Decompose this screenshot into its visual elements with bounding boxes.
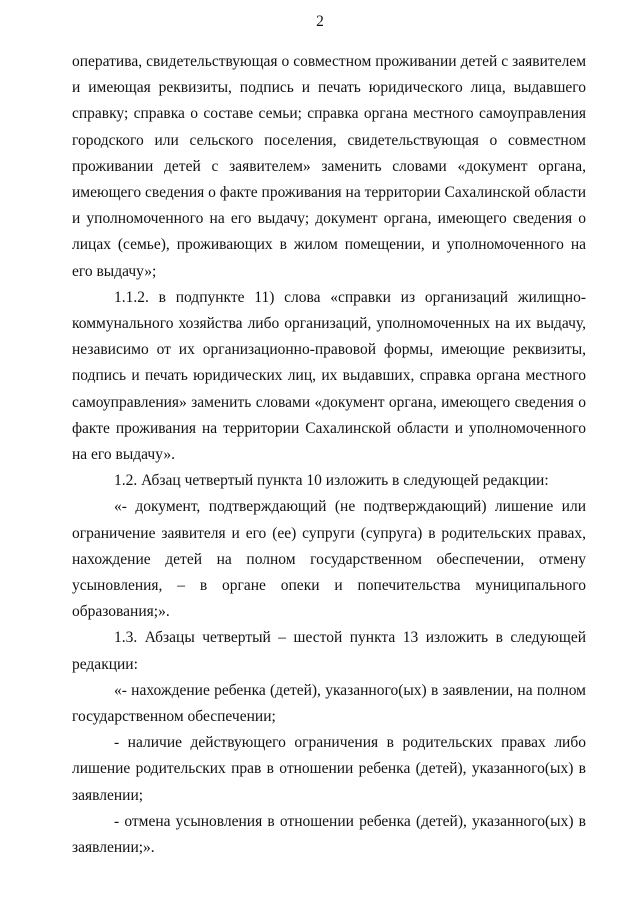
paragraph-1-3-item-2: - наличие действующего ограничения в родительских правах либо лишение родительских прав в отношении ребенка (детей), указанного(ых) в заявлении; <box>72 734 586 804</box>
paragraph-1-2: 1.2. Абзац четвертый пункта 10 изложить в следующей редакции: <box>114 472 549 490</box>
page-number: 2 <box>316 13 324 30</box>
paragraph-continuation: оператива, свидетельствующая о совместном проживании детей с заявителем и имеющая реквизиты, подпись и печать юридического лица, выдавшего справку; справка о составе семьи; справка органа местного самоуправления городского или сельского поселения, свидетельствующая о совместном проживании детей с заявителем» заменить словами «документ органа, имеющего сведения о факте проживания на территории Сахалинской области и уполномоченного на его выдачу; документ органа, имеющего сведения о лицах (семье), проживающих в жилом помещении, и уполномоченного на его выдачу»; <box>72 53 587 280</box>
document-body <box>72 49 586 861</box>
paragraph-1-3-item-1: «- нахождение ребенка (детей), указанного(ых) в заявлении, на полном государственном обеспечении; <box>72 681 586 726</box>
paragraph-1-3: 1.3. Абзацы четвертый – шестой пункта 13 изложить в следующей редакции: <box>72 629 586 673</box>
paragraph-1-3-item-3: - отмена усыновления в отношении ребенка (детей), указанного(ых) в заявлении;». <box>72 812 586 857</box>
paragraph-1-1-2: 1.1.2. в подпункте 11) слова «справки из организаций жилищно-коммунального хозяйства либо организаций, уполномоченных на их выдачу, независимо от их организационно-правовой формы, имеющие реквизиты, подпись и печать юридических лиц, их выдавших, справка органа местного самоуправления» заменить словами «документ органа, имеющего сведения о факте проживания на территории Сахалинской области и уполномоченного на его выдачу». <box>72 288 586 464</box>
paragraph-1-2-quote: «- документ, подтверждающий (не подтверждающий) лишение или ограничение заявителя и его (ее) супруги (супруга) в родительских правах, нахождение детей на полном государственном обеспечении, отмену усыновления, – в органе опеки и попечительства муниципального образования;». <box>72 498 586 621</box>
